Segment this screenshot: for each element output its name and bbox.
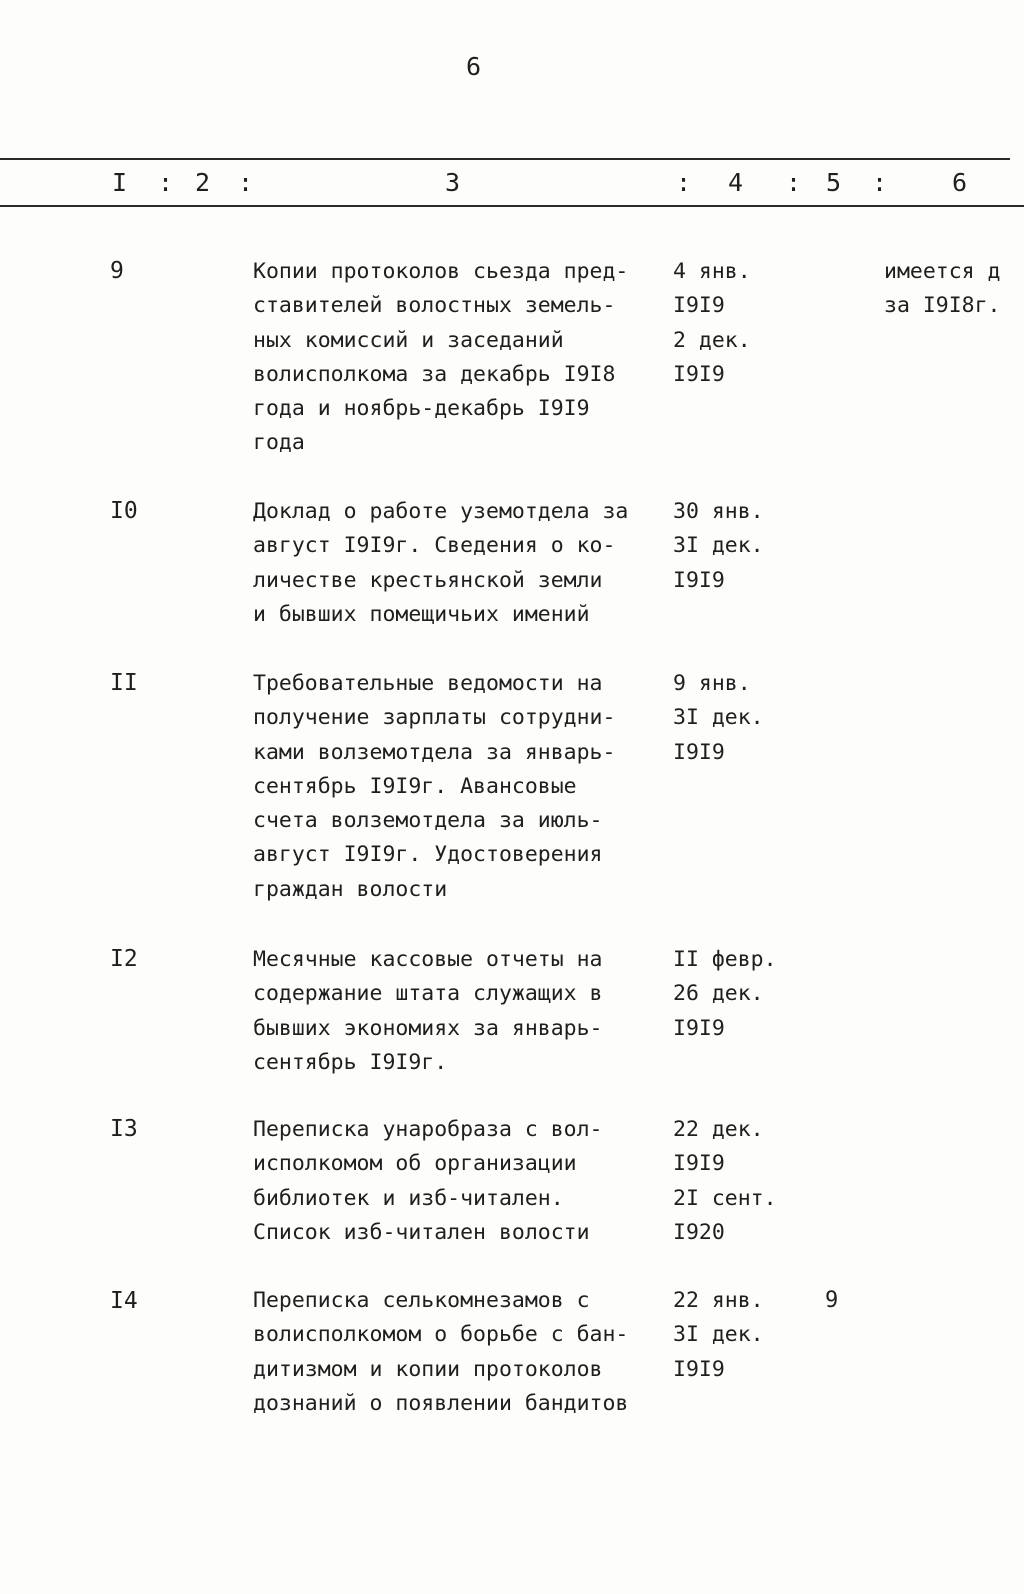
row-description: Переписка селькомнезамов с волисполкомом о борьбе с бан- дитизмом и копии протоколов дознаний о появлении бандитов [253, 1288, 629, 1416]
column-header-3: 3 [445, 168, 461, 197]
row-note: имеется д за I9I8г. [884, 259, 1001, 319]
row-description: Месячные кассовые отчеты на содержание штата служащих в бывших экономиях за январь- сентябрь I9I9г. [253, 947, 603, 1075]
column-header-2: 2 [195, 168, 211, 197]
row-number: I2 [110, 946, 138, 972]
row-description: Доклад о работе уземотдела за август I9I9г. Сведения о ко- личестве крестьянской земли и бывших помещичьих имений [253, 499, 629, 627]
row-description: Копии протоколов сьезда пред- ставителей волостных земель- ных комиссий и заседаний волисполкома за декабрь I9I8 года и ноябрь-декабрь I9I9 года [253, 259, 629, 456]
column-separator: : [872, 168, 888, 197]
row-number: I4 [110, 1288, 138, 1314]
column-separator: : [158, 168, 174, 197]
row-number: I3 [110, 1116, 138, 1142]
row-number: 9 [110, 258, 124, 284]
row-dates: 22 дек. I9I9 2I сент. I920 [673, 1117, 777, 1245]
column-separator: : [786, 168, 802, 197]
row-description: Требовательные ведомости на получение зарплаты сотрудни- ками волземотдела за январь- сентябрь I9I9г. Авансовые счета волземотдела за июль- август I9I9г. Удостоверения граждан волости [253, 671, 616, 902]
row-number: I0 [110, 498, 138, 524]
row-dates: II февр. 26 дек. I9I9 [673, 947, 777, 1041]
column-header-1: I [112, 168, 128, 197]
row-dates: 4 янв. I9I9 2 дек. I9I9 [673, 259, 751, 387]
row-sheets: 9 [825, 1288, 839, 1313]
column-separator: : [676, 168, 692, 197]
row-dates: 22 янв. 3I дек. I9I9 [673, 1288, 764, 1382]
column-separator: : [238, 168, 254, 197]
column-header-6: 6 [952, 168, 968, 197]
row-number: II [110, 670, 138, 696]
row-description: Переписка унаробраза с вол- исполкомом об организации библиотек и изб-читален. Список изб-читален волости [253, 1117, 603, 1245]
table-header-bottom-rule [0, 205, 1024, 207]
row-dates: 9 янв. 3I дек. I9I9 [673, 671, 764, 765]
page-number: 6 [466, 52, 482, 81]
row-dates: 30 янв. 3I дек. I9I9 [673, 499, 764, 593]
column-header-4: 4 [728, 168, 744, 197]
column-header-5: 5 [826, 168, 842, 197]
table-top-rule [0, 158, 1010, 160]
